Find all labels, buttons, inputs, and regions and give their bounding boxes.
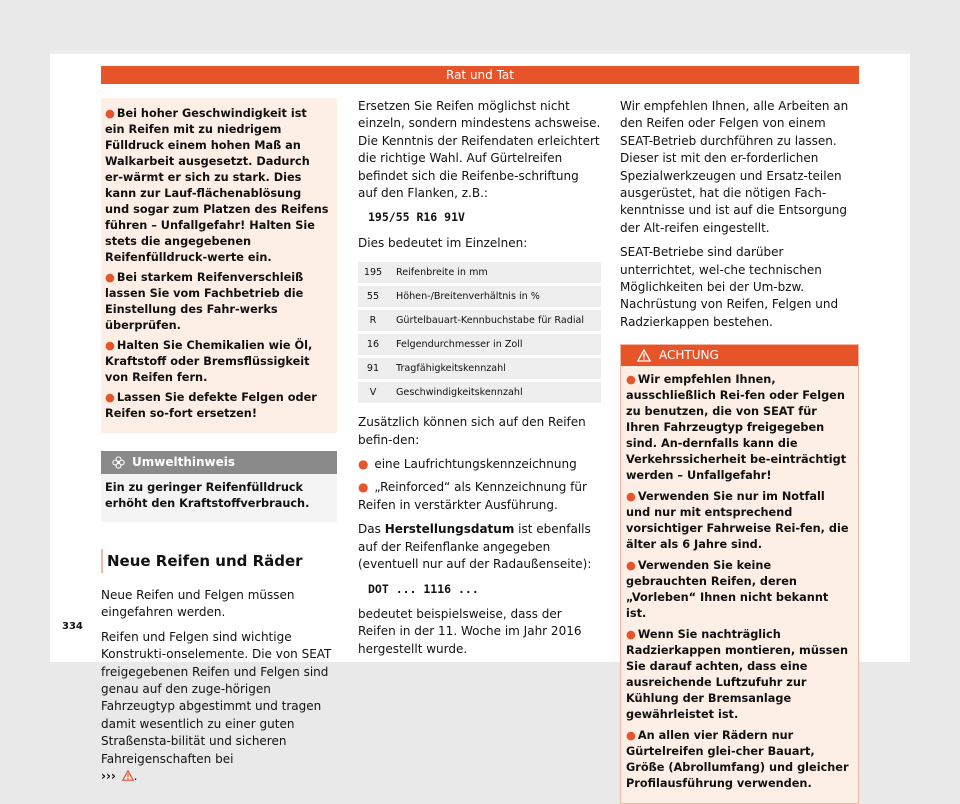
table-row: 195 Reifenbreite in mm	[358, 262, 601, 283]
warning-item: ● Lassen Sie defekte Felgen oder Reifen so-fort ersetzen!	[105, 391, 317, 420]
paragraph: Das Herstellungsdatum ist ebenfalls auf der Reifenflanke angegeben (eventuell nur auf der Radaußenseite):	[358, 522, 592, 572]
table-row: 16 Felgendurchmesser in Zoll	[358, 334, 601, 355]
bullet-icon: ●	[105, 271, 115, 284]
table-row: 55 Höhen-/Breitenverhältnis in %	[358, 286, 601, 307]
table-row: R Gürtelbauart-Kennbuchstabe für Radial	[358, 310, 601, 331]
page-number: 334	[62, 621, 83, 632]
list-item: ● „Reinforced“ als Kennzeichnung für Reifen in verstärkter Ausführung.	[358, 480, 587, 512]
warning-box-header	[621, 345, 858, 366]
paragraph: SEAT-Betriebe sind darüber unterrichtet, wel-che technischen Möglichkeiten bei der Um-bzw. Nachrüstung von Reifen, Felgen und Radzierkappen bestehen.	[620, 245, 839, 329]
bullet-icon: ●	[626, 628, 636, 642]
warning-continuation-box	[101, 98, 337, 433]
bullet-icon: ●	[105, 391, 115, 404]
feature-list	[358, 456, 601, 514]
paragraph: Dies bedeutet im Einzelnen:	[358, 235, 528, 250]
environment-note-text: Ein zu geringer Reifenfülldruck erhöht den Kraftstoffverbrauch.	[105, 481, 310, 510]
dot-code-example: DOT ... 1116 ...	[368, 581, 479, 596]
warning-item: ● Wenn Sie nachträglich Radzierkappen montieren, müssen Sie darauf achten, dass eine ausreichende Luftzufuhr zur Kühlung der Bremsanlage gewährleistet ist.	[626, 628, 849, 722]
environment-note-header	[101, 451, 337, 474]
warning-item: ● Wir empfehlen Ihnen, ausschließlich Rei-fen oder Felgen zu benutzen, die von SEAT für Ihren Fahrzeugtyp freigegeben sind. An-dernfalls kann die Verkehrssicherheit be-einträchtigt werden – Unfallgefahr!	[626, 373, 847, 483]
paragraph: Wir empfehlen Ihnen, alle Arbeiten an den Reifen oder Felgen von einem SEAT-Betrieb durchführen zu lassen. Dieser ist mit den er-forderlichen Spezialwerkzeugen und Ersatz-teilen ausgerüstet, hat die nötigen Fach-kenntnisse und ist auf die Entsorgung der Alt-reifen eingestellt.	[620, 99, 849, 235]
warning-box	[620, 344, 859, 804]
bullet-icon: ●	[626, 729, 636, 743]
warning-item: ● Halten Sie Chemikalien wie Öl, Kraftstoff oder Bremsflüssigkeit von Reifen fern.	[105, 339, 313, 384]
chapter-header: Rat und Tat	[101, 66, 859, 84]
bullet-icon: ●	[626, 373, 636, 387]
continue-arrows: ›››	[101, 769, 116, 784]
tire-code-example: 195/55 R16 91V	[368, 210, 465, 225]
warning-item: ● Bei starkem Reifenverschleiß lassen Sie vom Fachbetrieb die Einstellung des Fahr-werks überprüfen.	[105, 271, 304, 332]
bullet-icon: ●	[105, 339, 115, 352]
environment-note	[101, 451, 337, 522]
table-row: V Geschwindigkeitskennzahl	[358, 382, 601, 403]
paragraph: Neue Reifen und Felgen müssen eingefahren werden.	[101, 588, 295, 620]
column-left	[101, 98, 337, 792]
flower-icon	[112, 456, 125, 469]
tire-code-table	[358, 259, 601, 406]
paragraph: bedeutet beispielsweise, dass der Reifen in der 11. Woche im Jahr 2016 hergestellt wurde.	[358, 606, 582, 656]
warning-item: ● Verwenden Sie nur im Notfall und nur mit entsprechend vorsichtiger Fahrweise Rei-fen, die älter als 6 Jahre sind.	[626, 490, 849, 552]
warning-box-title: ACHTUNG	[659, 348, 719, 363]
warning-item: ● An allen vier Rädern nur Gürtelreifen glei-cher Bauart, Größe (Abrollumfang) und gleicher Profilausführung verwenden.	[626, 729, 849, 791]
warning-triangle-icon	[122, 770, 134, 781]
paragraph: Reifen und Felgen sind wichtige Konstrukti-onselemente. Die von SEAT freigegebenen Reifen und Felgen sind genau auf den zuge-hörigen Fahrzeugtyp abgestimmt und tragen damit wesentlich zu einer guten Straßensta-bilität und sicheren Fahreigenschaften bei ››› .	[101, 629, 332, 784]
table-row: 91 Tragfähigkeitskennzahl	[358, 358, 601, 379]
environment-note-title: Umwelthinweis	[132, 455, 236, 469]
bullet-icon: ●	[626, 559, 636, 573]
warning-triangle-icon	[637, 349, 651, 362]
bold-term: Herstellungsdatum	[384, 522, 515, 537]
paragraph: Ersetzen Sie Reifen möglichst nicht einzeln, sondern mindestens achsweise. Die Kenntnis der Reifendaten erleichtert die richtige Wahl. Auf Gürtelreifen befindet sich die Reifenbe-schriftung auf den Flanken, z.B.:	[358, 99, 601, 201]
warning-item: ● Verwenden Sie keine gebrauchten Reifen, deren „Vorleben“ Ihnen nicht bekannt ist.	[626, 559, 829, 621]
warning-box-body	[621, 366, 858, 803]
warning-item: ● Bei hoher Geschwindigkeit ist ein Reifen mit zu niedrigem Fülldruck einem hohen Maß an Walkarbeit ausgesetzt. Dadurch er-wärmt er sich zu stark. Dies kann zur Lauf-flächenablösung und sogar zum Platzen des Reifens führen – Unfallgefahr! Halten Sie stets die angegebenen Reifenfülldruck-werte ein.	[105, 107, 329, 264]
paragraph: Zusätzlich können sich auf den Reifen befin-den:	[358, 415, 586, 447]
column-right	[620, 98, 859, 804]
bullet-icon: ●	[358, 457, 369, 472]
bullet-icon: ●	[105, 107, 115, 120]
bullet-icon: ●	[358, 480, 369, 495]
bullet-icon: ●	[626, 490, 636, 504]
list-item: ● eine Laufrichtungskennzeichnung	[358, 457, 577, 472]
column-middle	[358, 98, 601, 665]
section-title: Neue Reifen und Räder	[101, 549, 337, 573]
